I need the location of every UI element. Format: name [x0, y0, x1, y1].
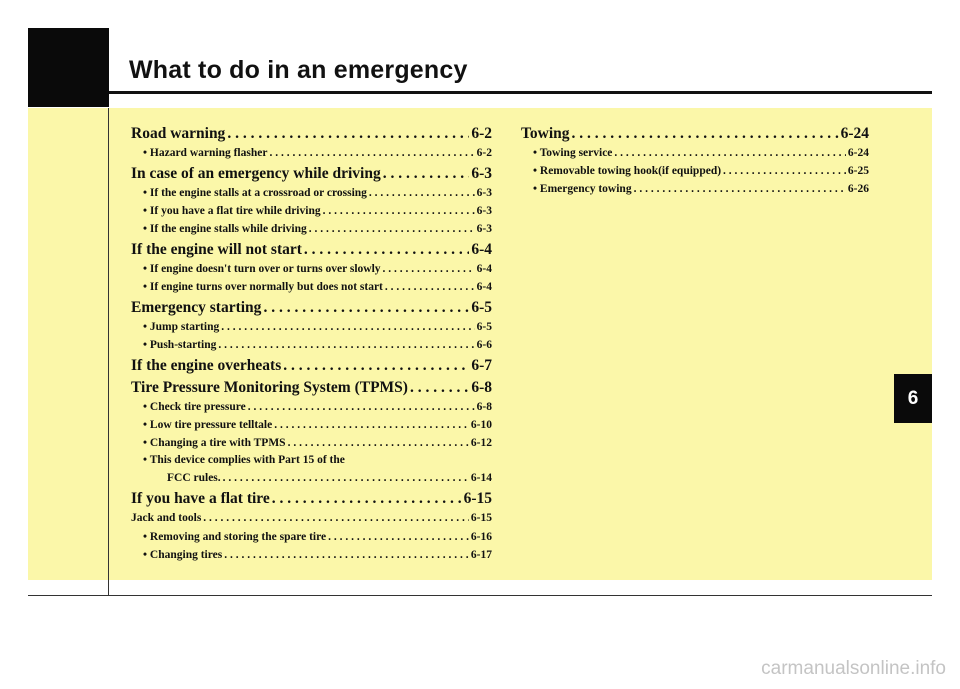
toc-page-number: 6-6 — [476, 339, 492, 351]
toc-entry-label: • Towing service — [533, 147, 613, 159]
toc-entry-label: In case of an emergency while driving — [131, 165, 381, 182]
toc-section-entry[interactable] — [131, 297, 492, 318]
toc-entry-label: Towing — [521, 125, 570, 142]
dot-leader — [369, 184, 475, 202]
toc-entry-label: • If you have a flat tire while driving — [143, 205, 321, 217]
dot-leader — [383, 260, 475, 278]
toc-page-number: 6-8 — [471, 379, 492, 396]
dot-leader — [723, 162, 846, 180]
toc-section-entry[interactable] — [131, 123, 492, 144]
toc-page-number: 6-25 — [847, 165, 869, 177]
toc-entry-label: • If engine turns over normally but does not start — [143, 281, 383, 293]
toc-page-number: 6-16 — [470, 531, 492, 543]
dot-leader — [614, 144, 845, 162]
dot-leader — [272, 488, 462, 509]
dot-leader — [274, 416, 469, 434]
toc-entry-label: • Removable towing hook(if equipped) — [533, 165, 722, 177]
dot-leader — [203, 509, 469, 528]
watermark: carmanualsonline.info — [761, 658, 946, 679]
dot-leader — [221, 318, 474, 336]
toc-subentry[interactable] — [521, 180, 869, 198]
toc-subentry[interactable] — [131, 546, 492, 564]
toc-entry-label: • Hazard warning flasher — [143, 147, 268, 159]
toc-page-number: 6-12 — [470, 437, 492, 449]
toc-subentry[interactable] — [131, 220, 492, 238]
toc-subentry[interactable] — [521, 162, 869, 180]
dot-leader — [410, 377, 469, 398]
dot-leader — [572, 123, 839, 144]
dot-leader — [227, 123, 469, 144]
toc-entry-label: Emergency starting — [131, 299, 262, 316]
toc-entry-label: • If engine doesn't turn over or turns over slowly — [143, 263, 381, 275]
dot-leader — [634, 180, 846, 198]
toc-subentry-line: • This device complies with Part 15 of the — [143, 454, 345, 466]
dot-leader — [224, 546, 469, 564]
page-title: What to do in an emergency — [129, 56, 468, 84]
toc-page-number: 6-14 — [470, 472, 492, 484]
toc-subentry[interactable] — [131, 336, 492, 354]
toc-page-number: 6-17 — [470, 549, 492, 561]
toc-entry-label: • Changing a tire with TPMS — [143, 437, 286, 449]
dot-leader — [383, 163, 470, 184]
toc-page-number: 6-24 — [840, 125, 869, 142]
toc-entry-label: If you have a flat tire — [131, 490, 270, 507]
chapter-tab[interactable]: 6 — [894, 374, 932, 423]
toc-entry-label: • If the engine stalls at a crossroad or crossing — [143, 187, 367, 199]
dot-leader — [263, 297, 469, 318]
toc-subentry[interactable] — [131, 202, 492, 220]
toc-subentry[interactable] — [131, 144, 492, 162]
dot-leader — [269, 144, 474, 162]
toc-subentry[interactable] — [131, 318, 492, 336]
toc-left-column — [131, 122, 492, 564]
dot-leader — [283, 355, 469, 376]
toc-section-entry[interactable] — [131, 239, 492, 260]
toc-entry-label: • Check tire pressure — [143, 401, 246, 413]
dot-leader — [309, 220, 475, 238]
dot-leader — [248, 398, 475, 416]
toc-page-number: 6-8 — [476, 401, 492, 413]
toc-page-number: 6-3 — [471, 165, 492, 182]
toc-page-number: 6-7 — [471, 357, 492, 374]
toc-subentry[interactable] — [521, 144, 869, 162]
toc-entry-label: • If the engine stalls while driving — [143, 223, 307, 235]
toc-entry-label: • Emergency towing — [533, 183, 632, 195]
margin-divider — [108, 108, 109, 596]
toc-right-column — [521, 122, 869, 198]
bottom-divider — [28, 595, 932, 596]
dot-leader — [385, 278, 475, 296]
toc-subentry[interactable] — [131, 260, 492, 278]
toc-entry-label: Jack and tools — [131, 512, 202, 524]
toc-page-number: 6-3 — [476, 205, 492, 217]
toc-subentry[interactable] — [131, 509, 492, 528]
toc-page-number: 6-15 — [470, 512, 492, 524]
toc-subentry[interactable] — [131, 398, 492, 416]
dot-leader — [288, 434, 469, 452]
toc-section-entry[interactable] — [131, 163, 492, 184]
toc-section-entry[interactable] — [131, 488, 492, 509]
toc-page-number: 6-2 — [471, 125, 492, 142]
dot-leader — [218, 336, 474, 354]
toc-subentry[interactable] — [131, 434, 492, 452]
toc-entry-label: FCC rules. — [167, 472, 221, 484]
toc-entry-label: Tire Pressure Monitoring System (TPMS) — [131, 379, 408, 396]
toc-entry-label: • Changing tires — [143, 549, 223, 561]
toc-page-number: 6-4 — [471, 241, 492, 258]
toc-subentry[interactable] — [131, 278, 492, 296]
toc-section-entry[interactable] — [131, 377, 492, 398]
toc-section-entry[interactable] — [521, 123, 869, 144]
toc-page-number: 6-24 — [847, 147, 869, 159]
toc-page-number: 6-15 — [463, 490, 492, 507]
toc-page-number: 6-4 — [476, 263, 492, 275]
toc-subentry[interactable] — [131, 469, 492, 487]
toc-entry-label: Road warning — [131, 125, 226, 142]
dot-leader — [328, 528, 469, 546]
toc-page-number: 6-10 — [470, 419, 492, 431]
toc-subentry[interactable] — [131, 528, 492, 546]
toc-entry-label: • Removing and storing the spare tire — [143, 531, 327, 543]
toc-page-number: 6-5 — [471, 299, 492, 316]
toc-page-number: 6-5 — [476, 321, 492, 333]
toc-subentry[interactable] — [131, 416, 492, 434]
dot-leader — [323, 202, 475, 220]
toc-section-entry[interactable] — [131, 355, 492, 376]
toc-entry-label: If the engine will not start — [131, 241, 302, 258]
toc-entry-label: • Push-starting — [143, 339, 217, 351]
chapter-corner-block — [28, 28, 109, 107]
toc-entry-label: • Low tire pressure telltale — [143, 419, 273, 431]
dot-leader — [223, 469, 469, 487]
toc-page-number: 6-2 — [476, 147, 492, 159]
toc-page-number: 6-3 — [476, 223, 492, 235]
toc-subentry[interactable] — [131, 184, 492, 202]
toc-page-number: 6-26 — [847, 183, 869, 195]
title-underline — [109, 91, 932, 94]
toc-page-number: 6-4 — [476, 281, 492, 293]
dot-leader — [304, 239, 469, 260]
toc-entry-label: • Jump starting — [143, 321, 220, 333]
toc-page-number: 6-3 — [476, 187, 492, 199]
toc-entry-label: If the engine overheats — [131, 357, 282, 374]
